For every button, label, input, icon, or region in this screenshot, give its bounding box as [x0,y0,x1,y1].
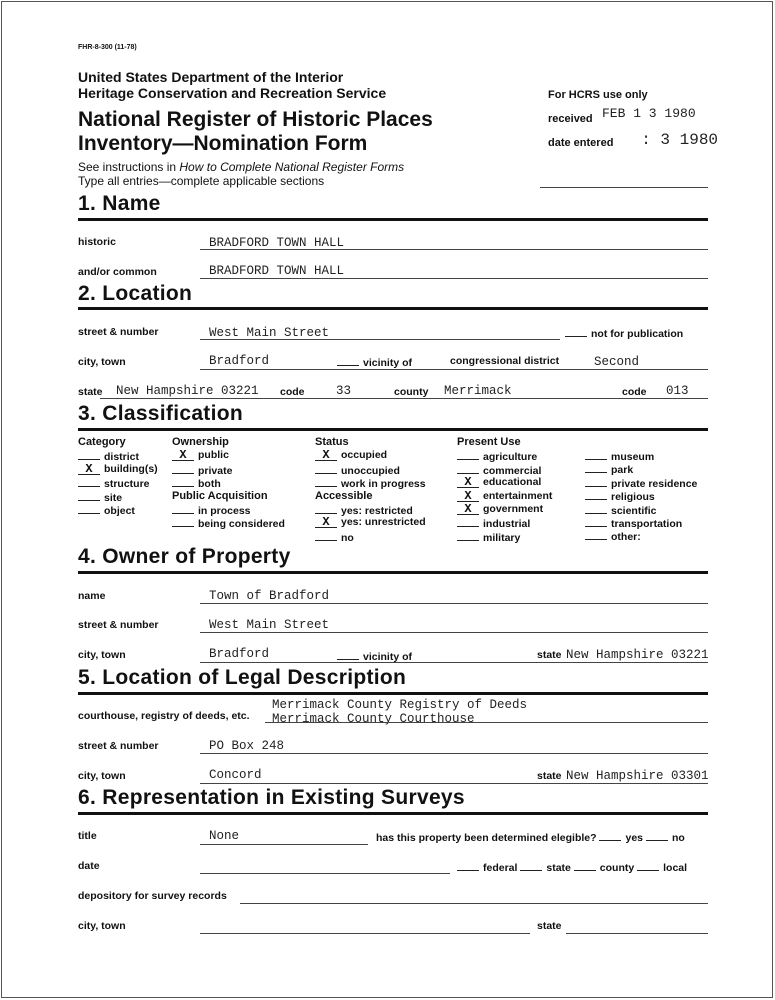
present-use-heading: Present Use [457,436,521,448]
section-6-heading: 6. Representation in Existing Surveys [78,786,465,809]
category-heading: Category [78,436,126,448]
received-stamp: FEB 1 3 1980 [602,106,696,121]
historic-label: historic [78,236,116,248]
section-1-heading: 1. Name [78,192,161,215]
legal-street-label: street & number [78,740,159,752]
use-transportation[interactable]: transportation [585,516,697,529]
use-government[interactable]: X government [457,503,552,516]
acc-restricted[interactable]: yes: restricted [315,503,426,516]
owner-name-line [200,603,708,604]
pa-in-process[interactable]: in process [172,503,285,516]
not-for-publication: not for publication [565,326,683,340]
use-commercial[interactable]: commercial [457,463,552,476]
street-line [200,339,560,340]
survey-state-line [566,933,708,934]
survey-city-label: city, town [78,920,126,932]
ownership-public[interactable]: X public [172,449,285,462]
hcrs-box-bottom [540,187,708,188]
legal-street-value: PO Box 248 [209,739,285,753]
section-4-heading: 4. Owner of Property [78,545,291,568]
owner-city-value: Bradford [209,647,270,661]
courthouse-line [265,722,708,723]
section-1-rule [78,218,708,221]
instructions: See instructions in How to Complete National Register Forms [78,160,405,174]
survey-title-line [200,844,368,845]
survey-level: federal state county local [457,860,687,874]
county-value: Merrimack [444,384,512,398]
survey-title-value: None [209,829,240,843]
owner-name-label: name [78,590,106,602]
section-2-rule [78,307,708,310]
historic-value: BRADFORD TOWN HALL [209,236,345,250]
courthouse-label: courthouse, registry of deeds, etc. [78,710,250,722]
state-value: New Hampshire 03221 [116,384,259,398]
present-use-column-2 [585,449,697,543]
survey-state-label: state [537,920,562,932]
use-industrial[interactable]: industrial [457,516,552,529]
ownership-heading: Ownership [172,436,229,448]
owner-street-label: street & number [78,619,159,631]
courthouse-value-2: Merrimack County Courthouse [272,712,475,726]
present-use-column-1 [457,436,552,543]
instructions-2: Type all entries—complete applicable sections [78,174,325,188]
accessible-heading: Accessible [315,489,373,502]
street-label: street & number [78,326,159,338]
ownership-both[interactable]: both [172,476,285,489]
form-code: FHR-8-300 (11-78) [78,44,137,51]
section-3-rule [78,428,708,431]
city-value: Bradford [209,354,270,368]
legal-state-value: New Hampshire 03301 [566,769,709,783]
public-acquisition-heading: Public Acquisition [172,489,268,502]
acc-no[interactable]: no [315,530,426,543]
legal-street-line [200,753,708,754]
status-heading: Status [315,436,349,448]
code-label: code [280,386,305,398]
owner-street-value: West Main Street [209,618,330,632]
city-line [200,369,708,370]
depository-line [240,903,708,904]
code-value: 33 [336,384,352,398]
use-religious[interactable]: religious [585,489,697,502]
section-3-heading: 3. Classification [78,402,243,425]
status-column [315,436,426,543]
form-title-2: Inventory—Nomination Form [78,132,368,155]
legal-city-label: city, town [78,770,126,782]
use-military[interactable]: military [457,530,552,543]
category-site[interactable]: site [78,490,158,503]
status-work-in-progress[interactable]: work in progress [315,476,426,489]
owner-state-value: New Hampshire 03221 [566,648,709,662]
use-other[interactable]: other: [585,529,697,542]
code2-label: code [622,386,647,398]
legal-city-line [200,783,708,784]
use-educational[interactable]: X educational [457,476,552,489]
historic-line [200,249,708,250]
vicinity-of: vicinity of [337,355,412,369]
use-agriculture[interactable]: agriculture [457,449,552,462]
section-5-heading: 5. Location of Legal Description [78,666,407,689]
courthouse-value-1: Merrimack County Registry of Deeds [272,698,528,712]
owner-city-line [200,662,708,663]
category-buildings[interactable]: X building(s) [78,463,158,476]
status-occupied[interactable]: X occupied [315,449,426,462]
date-entered-stamp: : 3 1980 [622,131,719,149]
common-value: BRADFORD TOWN HALL [209,264,345,278]
common-line [200,278,708,279]
use-private-residence[interactable]: private residence [585,476,697,489]
survey-title-label: title [78,830,97,842]
section-5-rule [78,692,708,695]
received-label: received [548,113,593,125]
use-museum[interactable]: museum [585,449,697,462]
city-label: city, town [78,356,126,368]
date-entered-label: date entered [548,137,614,149]
use-entertainment[interactable]: X entertainment [457,490,552,503]
category-column [78,436,158,516]
agency-name: United States Department of the Interior [78,69,344,85]
use-park[interactable]: park [585,462,697,475]
common-label: and/or common [78,266,157,278]
owner-vicinity: vicinity of [337,649,412,663]
section-2-heading: 2. Location [78,282,193,305]
ownership-private[interactable]: private [172,463,285,476]
owner-street-line [200,632,708,633]
survey-date-label: date [78,860,100,872]
category-structure[interactable]: structure [78,476,158,489]
status-unoccupied[interactable]: unoccupied [315,463,426,476]
cd-value: Second [594,355,640,369]
ownership-column [172,436,285,530]
owner-city-label: city, town [78,649,126,661]
survey-date-line [200,873,450,874]
hcrs-heading: For HCRS use only [548,89,648,101]
use-scientific[interactable]: scientific [585,503,697,516]
depository-label: depository for survey records [78,890,227,902]
cd-label: congressional district [450,355,560,367]
section-4-rule [78,571,708,574]
survey-city-line [200,933,530,934]
legal-city-value: Concord [209,768,262,782]
state-label: state [78,386,103,398]
service-name: Heritage Conservation and Recreation Service [78,85,387,101]
form-title-1: National Register of Historic Places [78,108,433,131]
street-value: West Main Street [209,326,330,340]
owner-name-value: Town of Bradford [209,589,330,603]
county-label: county [394,386,429,398]
code2-value: 013 [666,384,689,398]
category-object[interactable]: object [78,503,158,516]
acc-unrestricted[interactable]: X yes: unrestricted [315,516,426,529]
state-line [100,398,708,399]
owner-state-label: state [537,649,562,661]
section-6-rule [78,812,708,815]
category-district[interactable]: district [78,449,158,462]
pa-being-considered[interactable]: being considered [172,516,285,529]
eligible-question: has this property been determined elegible? yes no [376,832,685,844]
legal-state-label: state [537,770,562,782]
